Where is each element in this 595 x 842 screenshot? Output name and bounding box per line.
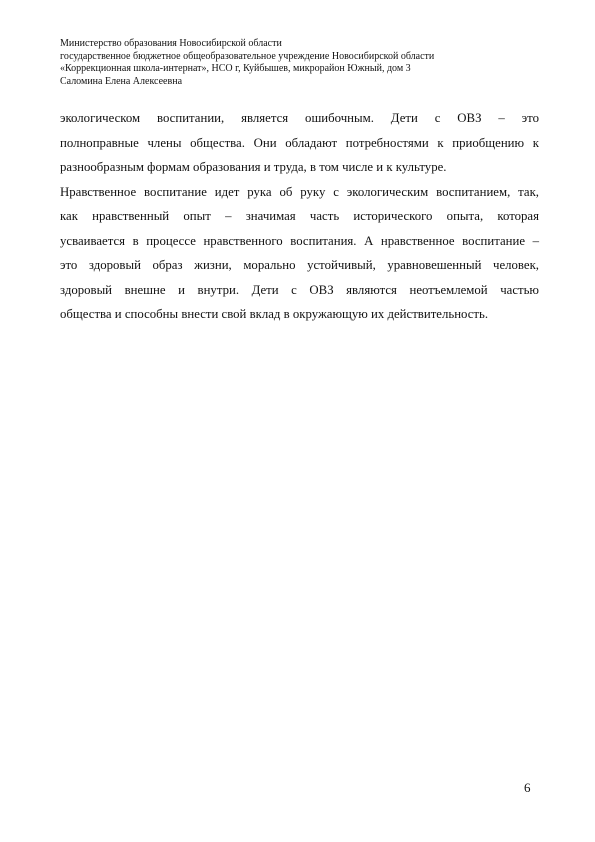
header-institution-line: государственное бюджетное общеобразовательное учреждение Новосибирской области: [60, 50, 435, 62]
body-line: экологическом воспитании, является ошибочным. Дети с ОВЗ – это: [60, 111, 539, 125]
body-line: разнообразным формам образования и труда, в том числе и к культуре.: [60, 160, 447, 174]
body-line: усваивается в процессе нравственного воспитания. А нравственное воспитание –: [60, 233, 539, 248]
body-line: как нравственный опыт – значимая часть исторического опыта, которая: [60, 209, 539, 223]
body-line: здоровый внешне и внутри. Дети с ОВЗ являются неотъемлемой частью: [60, 282, 539, 297]
body-text: [60, 106, 539, 327]
body-line: это здоровый образ жизни, морально устойчивый, уравновешенный человек,: [60, 258, 539, 272]
body-line: Нравственное воспитание идет рука об руку с экологическим воспитанием, так,: [60, 184, 539, 199]
header-author-line: Саломина Елена Алексеевна: [60, 75, 183, 87]
body-line: общества и способны внести свой вклад в окружающую их действительность.: [60, 307, 489, 321]
header-ministry-line: Министерство образования Новосибирской области: [60, 38, 282, 49]
header-address-line: «Коррекционная школа-интернат», НСО г, Куйбышев, микрорайон Южный, дом 3: [60, 63, 411, 74]
document-header: [60, 38, 540, 88]
body-line: полноправные члены общества. Они обладают потребностями к приобщению к: [60, 135, 539, 150]
page-number: 6: [524, 780, 531, 795]
